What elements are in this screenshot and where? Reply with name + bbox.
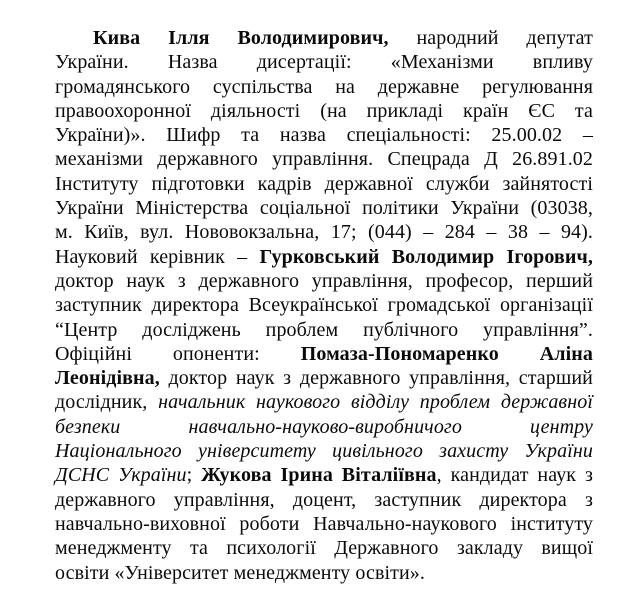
text-line	[55, 390, 593, 414]
text-segment-regular: освіти «Університет менеджменту освіти».	[55, 561, 425, 584]
text-line	[55, 172, 593, 196]
text-segment-regular: України)». Шифр та назва спеціальності: 25.00.02 –	[55, 124, 593, 147]
text-segment-regular: громадянського суспільства на державне регулювання	[55, 75, 593, 98]
text-segment-regular: державного управління, доцент, заступник директора з	[55, 488, 593, 511]
text-segment-regular: правоохоронної діяльності (на прикладі країн ЄС та	[55, 99, 593, 122]
text-segment-regular: ;	[186, 464, 202, 487]
text-line	[55, 342, 593, 366]
text-segment-bold: Жукова Ірина Віталіївна	[201, 464, 437, 487]
text-segment-italic: ДСНС України	[55, 464, 187, 487]
text-segment-italic: Національного університету цивільного захисту України	[55, 440, 593, 463]
text-segment-bold: Помаза-Пономаренко Аліна	[300, 342, 593, 365]
text-line	[55, 123, 593, 147]
text-segment-regular: Науковий керівник –	[55, 245, 260, 268]
text-segment-bold: Кива Ілля Володимирович,	[93, 27, 389, 49]
text-segment-bold: Леонідівна,	[55, 367, 160, 390]
text-segment-regular: м. Київ, вул. Нововокзальна, 17; (044) – 284 – 38 – 94).	[55, 221, 593, 244]
text-segment-regular: народний депутат	[388, 27, 593, 49]
text-line	[55, 439, 593, 463]
text-segment-italic: безпеки навчально-науково-виробничого центру	[55, 415, 593, 438]
text-segment-regular: Інституту підготовки кадрів державної служби зайнятості	[55, 172, 593, 195]
text-line	[55, 220, 593, 244]
paragraph	[55, 26, 593, 585]
text-line	[55, 75, 593, 99]
text-segment-regular: механізми державного управління. Спецрада Д 26.891.02	[55, 148, 593, 171]
text-segment-regular: України Міністерства соціальної політики України (03038,	[55, 197, 593, 220]
text-segment-regular: заступник директора Всеукраїнської громадської організації	[55, 294, 593, 317]
text-line	[55, 196, 593, 220]
text-segment-regular: України. Назва дисертації: «Механізми впливу	[55, 51, 593, 74]
text-segment-regular: , кандидат наук з	[436, 464, 593, 487]
text-line	[55, 26, 593, 50]
text-line	[55, 463, 593, 487]
text-segment-regular: Офіційні опоненти:	[55, 342, 301, 365]
text-line	[55, 536, 593, 560]
text-segment-regular: навчально-виховної роботи Навчально-наукового інституту	[55, 512, 593, 535]
text-line	[55, 99, 593, 123]
text-line	[55, 147, 593, 171]
text-segment-bold: Гурковський Володимир Ігорович,	[259, 245, 593, 268]
text-segment-italic: начальник наукового відділу проблем державної	[158, 391, 593, 414]
text-line	[55, 366, 593, 390]
text-segment-regular: доктор наук з державного управління, професор, перший	[55, 269, 593, 292]
text-line	[55, 293, 593, 317]
text-segment-regular: доктор наук з державного управління, старший	[159, 367, 593, 390]
text-segment-regular: “Центр досліджень проблем публічного управління”.	[55, 318, 593, 341]
text-line	[55, 488, 593, 512]
text-line	[55, 415, 593, 439]
text-line	[55, 512, 593, 536]
text-line	[55, 561, 593, 585]
text-segment-regular: дослідник,	[55, 391, 159, 414]
text-line	[55, 269, 593, 293]
text-line	[55, 318, 593, 342]
text-segment-regular: менеджменту та психології Державного закладу вищої	[55, 537, 593, 560]
text-line	[55, 245, 593, 269]
text-line	[55, 50, 593, 74]
